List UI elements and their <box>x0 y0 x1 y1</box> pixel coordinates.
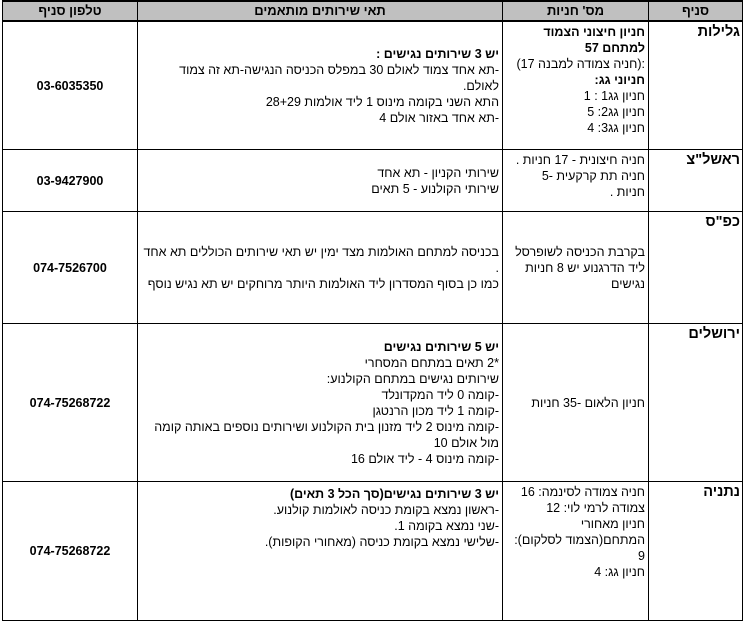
branch-name: גלילות <box>649 21 743 150</box>
header-phone: טלפון סניף <box>3 1 138 21</box>
services-line: התא השני בקומה מינוס 1 ליד אולמות 28+29 <box>265 94 499 109</box>
services-line: יש 3 שירותים נגישים : <box>376 46 499 61</box>
branch-phone: 074-75268722 <box>3 482 138 621</box>
parking-line: חניון חיצוני הצמוד <box>543 25 645 39</box>
services-line: יש 5 שירותים נגישים <box>383 339 499 354</box>
services-line: -קומה מינוס 2 ליד מזנון בית הקולנוע ושירותים נוספים באותה קומה מול אולם 10 <box>150 419 499 450</box>
header-parking: מס' חניות <box>503 1 649 21</box>
services-line: -ראשון נמצא בקומת כניסה לאולמות קולנוע. <box>273 503 499 517</box>
parking-cell <box>503 21 649 150</box>
parking-line: למתחם 57 <box>584 41 645 55</box>
services-line: -קומה מינוס 4 - ליד אולם 16 <box>350 451 499 466</box>
services-cell <box>138 482 503 621</box>
parking-cell <box>503 212 649 324</box>
parking-line: צמודה לרמי לוי: 12 <box>546 501 645 515</box>
branch-phone: 074-7526700 <box>3 212 138 324</box>
parking-line: חניון גג1 : 1 <box>583 89 645 103</box>
services-line: -שני נמצא בקומה 1. <box>394 519 499 533</box>
parking-line: חניון מאחורי <box>580 517 645 531</box>
header-branch: סניף <box>649 1 743 21</box>
parking-line: בקרבת הכניסה לשופרסל <box>515 244 645 259</box>
services-line: -שלישי נמצא בקומת כניסה (מאחורי הקופות). <box>264 535 499 549</box>
parking-line: חניוני גג: <box>594 73 645 87</box>
parking-line: 9 <box>638 549 645 563</box>
parking-line: חניון גג2: 5 <box>587 105 645 119</box>
branch-name: ירושלים <box>649 324 743 482</box>
table-row <box>3 21 743 150</box>
branch-phone: 03-9427900 <box>3 150 138 212</box>
parking-line: חניות . <box>609 185 645 199</box>
parking-cell <box>503 150 649 212</box>
services-line: -קומה 0 ליד המקדונלד <box>381 387 499 402</box>
branch-name: ראשל"צ <box>649 150 743 212</box>
branch-phone: 074-75268722 <box>3 324 138 482</box>
services-line: שירותים נגישים במתחם הקולנוע: <box>326 371 499 386</box>
parking-line: חניה צמודה לסינמה: 16 <box>520 485 645 499</box>
services-cell <box>138 21 503 150</box>
branch-phone: 03-6035350 <box>3 21 138 150</box>
services-cell <box>138 150 503 212</box>
parking-cell <box>503 482 649 621</box>
table-row <box>3 212 743 324</box>
parking-line: נגישים <box>611 276 645 291</box>
parking-line: חניון גג3: 4 <box>587 121 645 135</box>
header-row <box>3 1 743 21</box>
parking-line: חניה תת קרקעית -5 <box>541 169 645 183</box>
services-line: -קומה 1 ליד מכון הרנטגן <box>372 403 499 418</box>
parking-line: חניה חיצונית - 17 חניות . <box>515 153 645 167</box>
table-row <box>3 150 743 212</box>
parking-line: המתחם(הצמוד לסלקום): <box>514 533 645 547</box>
services-line: שירותי הקולנוע - 5 תאים <box>371 181 499 196</box>
services-cell <box>138 212 503 324</box>
branch-name: נתניה <box>649 482 743 621</box>
table-row <box>3 324 743 482</box>
services-line: שירותי הקניון - תא אחד <box>377 165 499 180</box>
services-line: כמו כן בסוף המסדרון ליד האולמות היותר מרוחקים יש תא נגיש נוסף <box>147 276 499 291</box>
parking-line: ליד הדרגנוע יש 8 חניות <box>525 260 645 275</box>
parking-line: חניון גג: 4 <box>594 565 645 579</box>
services-line: *2 תאים במתחם המסחרי <box>364 355 499 370</box>
table-row <box>3 482 743 621</box>
parking-cell <box>503 324 649 482</box>
accessibility-table <box>2 0 743 621</box>
header-services: תאי שירותים מותאמים <box>138 1 503 21</box>
services-line: בכניסה למתחם האולמות מצד ימין יש תאי שירותים הכוללים תא אחד . <box>139 244 499 275</box>
services-line: -תא אחד צמוד לאולם 30 במפלס הכניסה הנגישה-תא זה צמוד לאולם. <box>175 62 499 93</box>
branch-name: כפ"ס <box>649 212 743 324</box>
parking-line: :(חניה צמודה למבנה 17) <box>516 57 645 71</box>
services-line: -תא אחד באזור אולם 4 <box>379 110 499 125</box>
services-line: יש 3 שירותים נגישים(סך הכל 3 תאים) <box>289 487 499 501</box>
parking-line: חניון הלאום -35 חניות <box>531 395 645 410</box>
services-cell <box>138 324 503 482</box>
